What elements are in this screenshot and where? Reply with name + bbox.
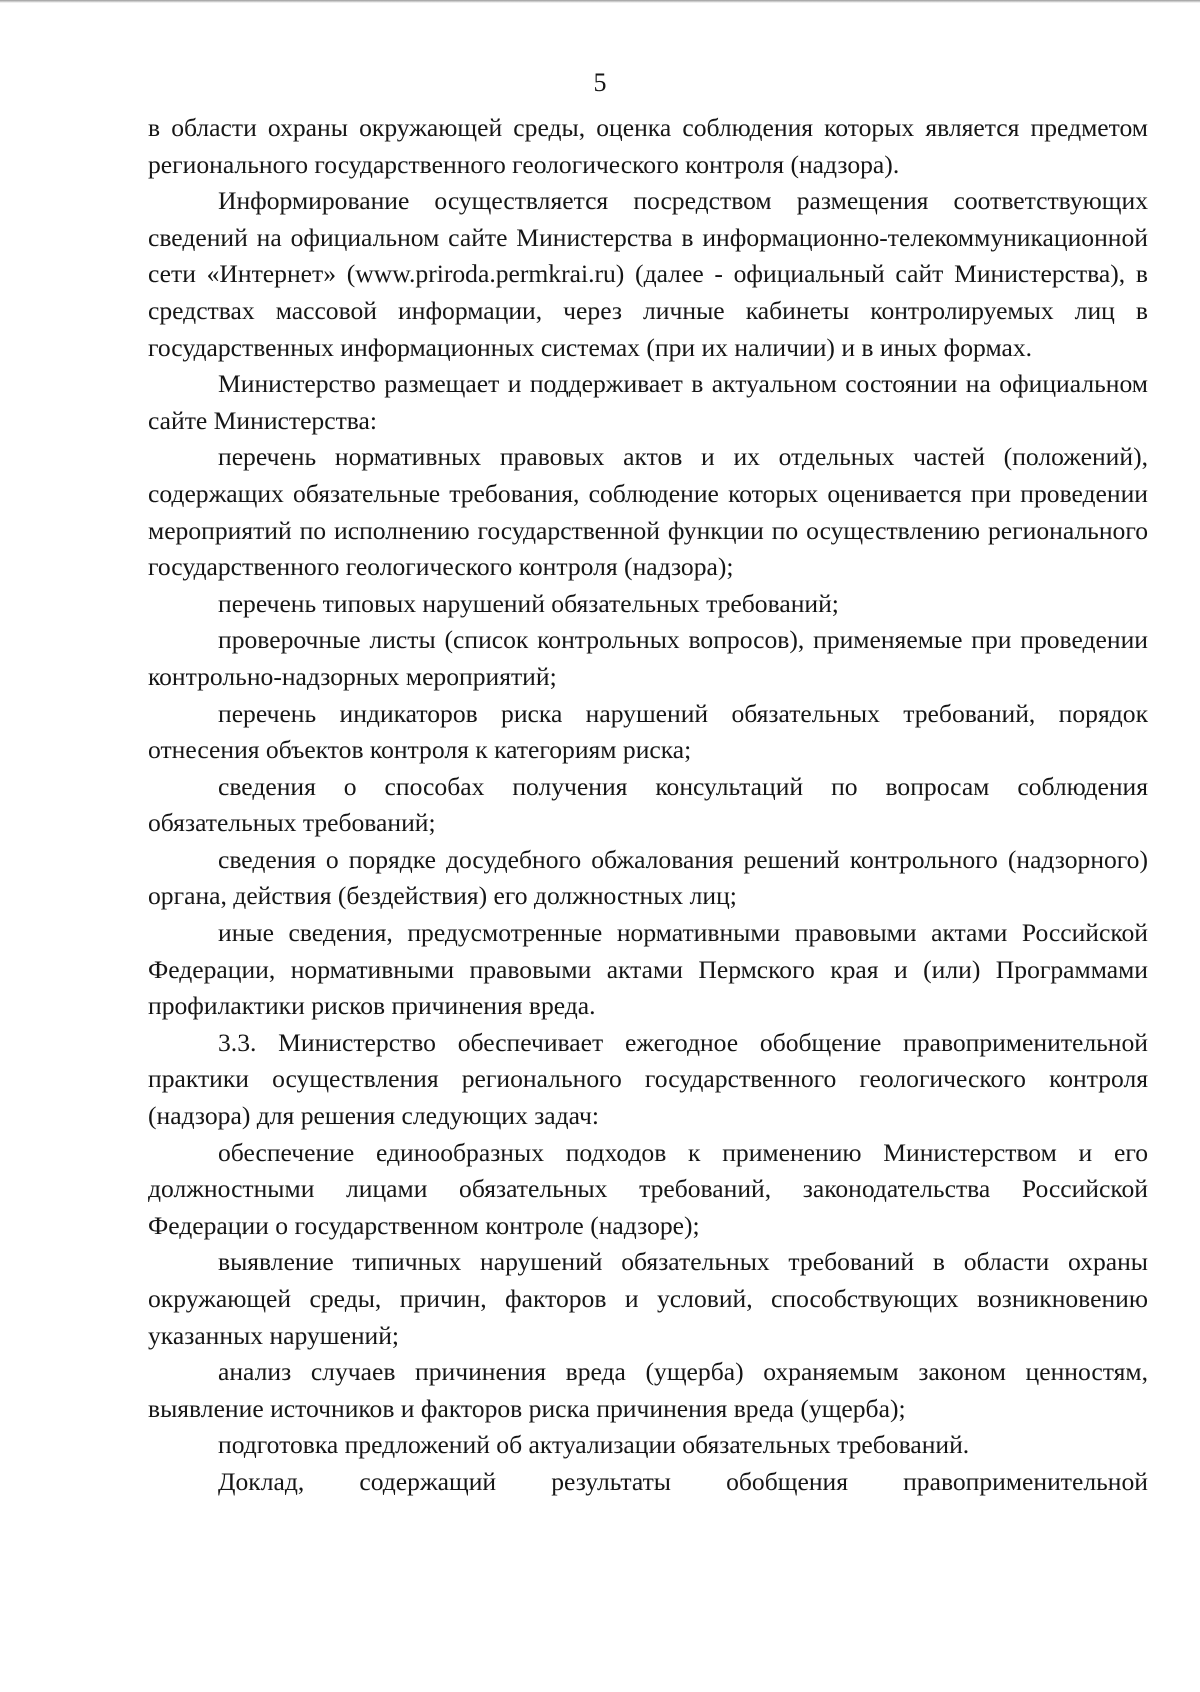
paragraph: перечень нормативных правовых актов и их отдельных частей (положений), содержащих обязательные требования, соблюдение которых оценивается при проведении мероприятий по исполнению государственной функции по осуществлению регионального государственного геологического контроля (надзора); [148, 442, 1148, 582]
paragraph: в области охраны окружающей среды, оценка соблюдения которых является предметом регионального государственного геологического контроля (надзора). [148, 113, 1148, 179]
scan-edge [0, 0, 1200, 3]
paragraph: сведения о порядке досудебного обжалования решений контрольного (надзорного) органа, действия (бездействия) его должностных лиц; [148, 844, 1148, 911]
paragraph: проверочные листы (список контрольных вопросов), применяемые при проведении контрольно-надзорных мероприятий; [148, 625, 1148, 691]
paragraph: выявление типичных нарушений обязательных требований в области охраны окружающей среды, причин, факторов и условий, способствующих возникновению указанных нарушений; [148, 1247, 1148, 1350]
paragraph: перечень типовых нарушений обязательных требований; [218, 588, 839, 618]
paragraph: обеспечение единообразных подходов к применению Министерством и его должностными лицами обязательных требований, законодательства Российской Федерации о государственном контроле (надзоре); [148, 1137, 1148, 1240]
paragraph: подготовка предложений об актуализации обязательных требований. [218, 1430, 970, 1460]
paragraph: иные сведения, предусмотренные нормативными правовыми актами Российской Федерации, нормативными правовыми актами Пермского края и (или) Программами профилактики рисков причинения вреда. [148, 918, 1148, 1021]
paragraph: перечень индикаторов риска нарушений обязательных требований, порядок отнесения объектов контроля к категориям риска; [148, 698, 1148, 765]
paragraph: Доклад, содержащий результаты обобщения правоприменительной [218, 1466, 1148, 1496]
paragraph: анализ случаев причинения вреда (ущерба) охраняемым законом ценностям, выявление источников и факторов риска причинения вреда (ущерба); [148, 1357, 1148, 1423]
document-body [148, 110, 1148, 1501]
page-number: 5 [593, 68, 607, 97]
paragraph: 3.3. Министерство обеспечивает ежегодное обобщение правоприменительной практики осуществления регионального государственного геологического контроля (надзора) для решения следующих задач: [148, 1027, 1148, 1131]
paragraph: Министерство размещает и поддерживает в актуальном состоянии на официальном сайте Министерства: [148, 369, 1148, 435]
paragraph: Информирование осуществляется посредством размещения соответствующих сведений на официальном сайте Министерства в информационно-телекоммуникационной сети «Интернет» (www.priroda.permkrai.ru) (далее - официальный сайт Министерства), в средствах массовой информации, через личные кабинеты контролируемых лиц в государственных информационных системах (при их наличии) и в иных формах. [148, 186, 1148, 362]
paragraph: сведения о способах получения консультаций по вопросам соблюдения обязательных требований; [148, 771, 1148, 838]
